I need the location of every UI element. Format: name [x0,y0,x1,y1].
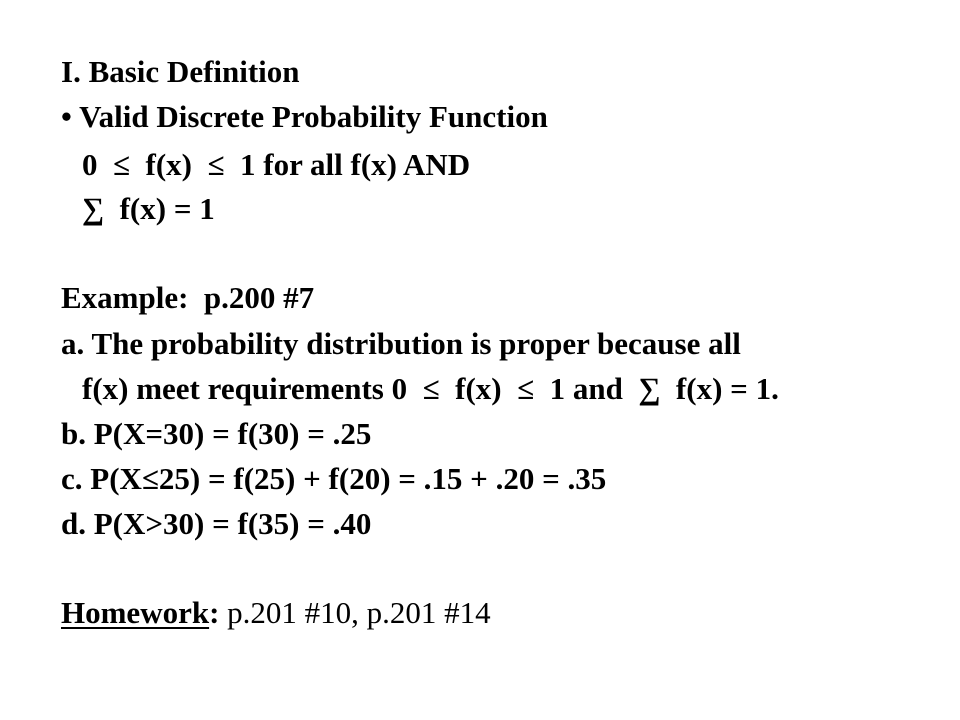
bullet-item [61,101,548,132]
bullet-title: Valid Discrete Probability Function [79,99,548,134]
homework-line [61,597,491,628]
example-title: Example: p.200 #7 [61,280,315,315]
homework-colon: : [209,595,220,630]
condition-range: 0 ≤ f(x) ≤ 1 for all f(x) AND [82,147,471,182]
homework-label: Homework [61,595,210,630]
section-heading: I. Basic Definition [61,54,300,89]
condition-sum: ∑ f(x) = 1 [82,191,215,226]
bullet-marker: • [61,99,72,134]
answer-b: b. P(X=30) = f(30) = .25 [61,416,372,451]
answer-a-line-1: a. The probability distribution is proper because all [61,326,741,361]
homework-text: p.201 #10, p.201 #14 [227,595,491,630]
answer-d: d. P(X>30) = f(35) = .40 [61,506,372,541]
answer-c: c. P(X≤25) = f(25) + f(20) = .15 + .20 = .35 [61,461,607,496]
answer-a-line-2: f(x) meet requirements 0 ≤ f(x) ≤ 1 and ∑ f(x) = 1. [82,371,779,406]
